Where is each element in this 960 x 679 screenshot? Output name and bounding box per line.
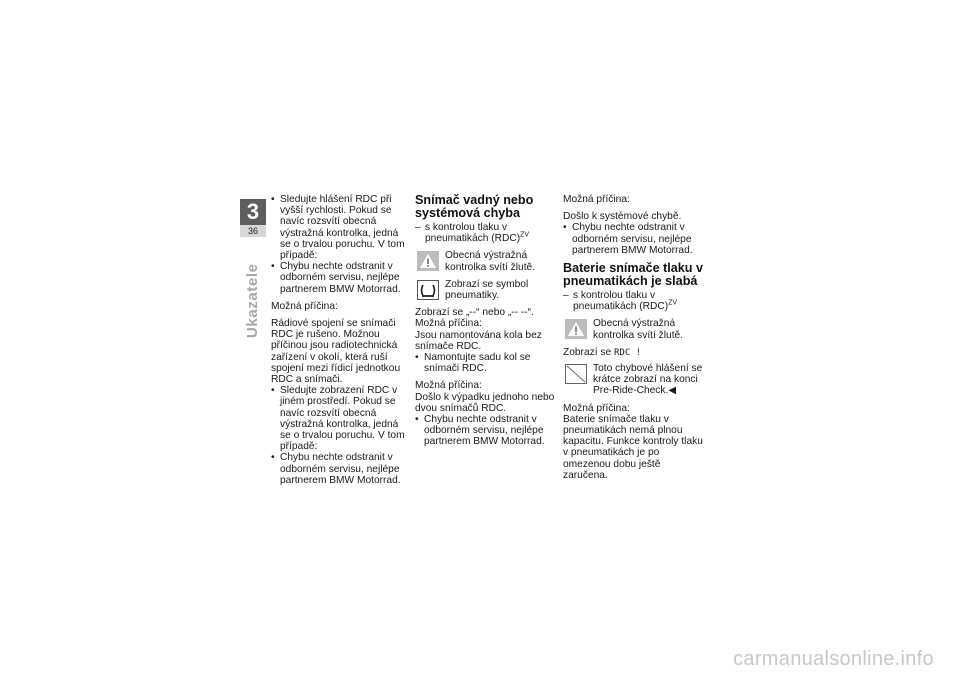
warning-text: Obecná výstražná kontrolka svítí žlutě. — [445, 250, 536, 273]
display-line — [563, 347, 703, 359]
bullet-list — [415, 414, 555, 448]
list-item: • Chybu nechte odstranit v odborném servisu, nejlépe partnerem BMW Motorrad. — [415, 414, 555, 448]
cause-label: Možná příčina: — [415, 318, 482, 330]
section-heading-battery-weak: Baterie snímače tlaku v pneumatikách je slabá — [563, 261, 704, 289]
cause-label: Možná příčina: — [271, 300, 338, 312]
end-mark: ◀ — [668, 385, 677, 397]
warning-triangle-icon — [417, 251, 439, 271]
option-sup: ZV — [668, 299, 678, 307]
bullet-list-2 — [271, 385, 411, 486]
column-1 — [271, 194, 411, 492]
bullet-list-1 — [271, 194, 411, 295]
info-text: Toto chybové hlášení se krátce zobrazí na konci Pre-Ride-Check. — [593, 363, 703, 397]
condition-text: s kontrolou tlaku v pneumatikách (RDC) — [425, 222, 521, 245]
chapter-tab — [240, 199, 266, 237]
cause-text: Došlo k výpadku jednoho nebo dvou snímačů RDC. — [415, 391, 555, 414]
page-number: 36 — [240, 225, 266, 237]
warning-triangle-icon — [565, 319, 587, 339]
cause-label: Možná příčina: — [563, 194, 630, 205]
column-3 — [563, 194, 703, 481]
tire-pressure-icon — [417, 280, 439, 300]
cause-label: Možná příčina: — [415, 380, 482, 392]
watermark: carmanualsonline.info — [733, 648, 934, 670]
cause-text: Baterie snímače tlaku v pneumatikách nemá plnou kapacitu. Funkce kontroly tlaku v pneumatikách je po omezenou dobu ještě zaručena. — [563, 413, 703, 481]
warning-note — [415, 250, 555, 272]
list-item: • Chybu nechte odstranit v odborném servisu, nejlépe partnerem BMW Motorrad. — [271, 452, 411, 486]
option-sup: ZV — [520, 231, 530, 239]
info-note-icon — [565, 364, 587, 384]
cause-text: Došlo k systémové chybě. — [563, 211, 682, 223]
warning-text: Obecná výstražná kontrolka svítí žlutě. — [593, 318, 684, 341]
condition-item — [563, 290, 703, 312]
cause-text: Jsou namontována kola bez snímače RDC. — [415, 329, 542, 352]
warning-note — [563, 318, 703, 340]
display-code: RDC ! — [613, 347, 642, 358]
display-text: Zobrazí se „--“ nebo „-- --“. — [415, 307, 534, 319]
column-2 — [415, 194, 555, 454]
section-label: Ukazatele — [244, 263, 261, 338]
condition-list — [415, 222, 555, 244]
bullet-list — [415, 352, 555, 374]
tire-symbol-text: Zobrazí se symbol pneumatiky. — [445, 278, 529, 302]
cause-label: Možná příčina: — [563, 402, 630, 414]
condition-list — [563, 290, 703, 312]
list-item: • Chybu nechte odstranit v odborném servisu, nejlépe partnerem BMW Motorrad. — [563, 222, 703, 256]
bullet-list — [563, 222, 703, 256]
list-item: • Namontujte sadu kol se snímači RDC. — [415, 352, 555, 374]
info-note — [563, 363, 703, 397]
list-item: • Sledujte hlášení RDC při vyšší rychlosti. Pokud se navíc rozsvítí obecná výstražná kontrolka, jedná se o trvalou poruchu. V tom případě: — [271, 194, 411, 261]
display-prefix: Zobrazí se — [563, 346, 612, 358]
condition-text: s kontrolou tlaku v pneumatikách (RDC) — [573, 290, 669, 313]
list-item: • Sledujte zobrazení RDC v jiném prostředí. Pokud se navíc rozsvítí obecná výstražná kontrolka, jedná se o trvalou poruchu. V tom případě: — [271, 385, 411, 452]
list-item: • Chybu nechte odstranit v odborném servisu, nejlépe partnerem BMW Motorrad. — [271, 261, 411, 295]
condition-item — [415, 222, 555, 244]
cause-text: Rádiové spojení se snímači RDC je rušeno. Možnou příčinou jsou radiotechnická zařízení v okolí, která ruší spojení mezi řídicí jednotkou RDC a snímači. — [271, 318, 401, 386]
chapter-number: 3 — [246, 199, 260, 224]
tire-symbol-note — [415, 279, 555, 301]
section-heading-sensor-fault: Snímač vadný nebo systémová chyba — [415, 193, 534, 220]
